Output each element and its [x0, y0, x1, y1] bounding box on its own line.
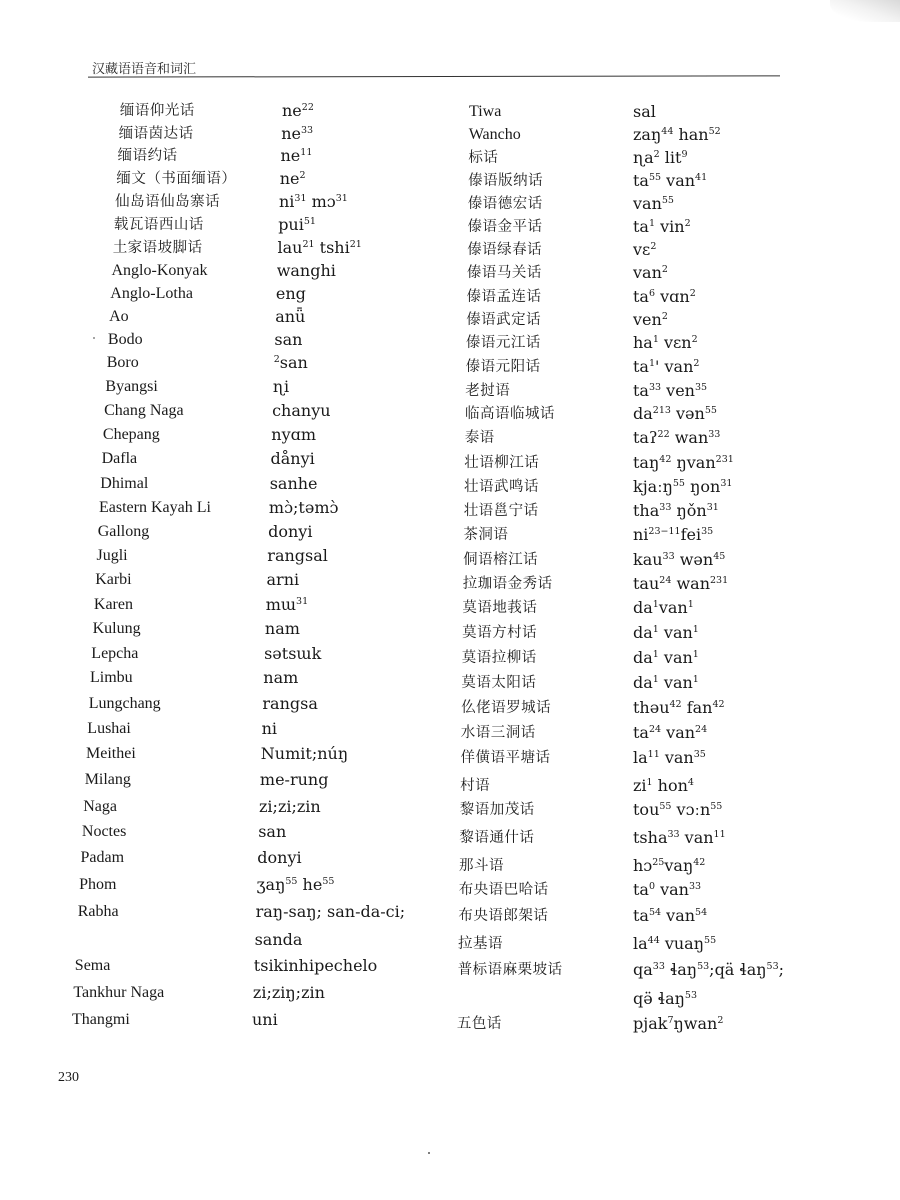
left-word-form: me-rung: [259, 770, 329, 789]
right-word-form: $da^1$ van$^1$: [633, 623, 699, 642]
left-language-name: 仙岛语仙岛寨话: [115, 194, 221, 210]
left-word-form: $ne^{11}$: [280, 146, 313, 165]
right-language-name: 侗语榕江话: [463, 552, 539, 568]
right-language-name: 那斗语: [459, 858, 504, 874]
right-word-form: hɔ$^{25}$vaŋ$^{42}$: [633, 856, 706, 875]
left-word-form: ni: [261, 719, 278, 738]
left-language-name: Lushai: [87, 720, 131, 737]
right-word-form: $ta^{24}$ van$^{24}$: [633, 723, 708, 742]
left-word-form: zi;ziŋ;zin: [252, 983, 325, 1002]
left-word-form: ɳi: [272, 377, 290, 396]
right-word-form: ven$^2$: [633, 310, 668, 329]
left-language-name: Karen: [93, 596, 133, 613]
left-language-name: Dhimal: [100, 475, 149, 492]
right-word-form: taŋ$^{42}$ ŋvan$^{231}$: [633, 453, 734, 472]
right-word-form: $ta^1'$ van$^2$: [633, 357, 700, 376]
left-language-name: Dafla: [101, 450, 138, 467]
right-word-form: $ta^0$ van$^{33}$: [633, 880, 702, 899]
right-word-form: $ta^1$ vin$^2$: [633, 217, 691, 236]
right-word-form: $la^{11}$ van$^{35}$: [633, 748, 706, 767]
right-word-form: $da^{213}$ vən$^{55}$: [633, 404, 717, 423]
right-word-form: taʔ$^{22}$ wan$^{33}$: [633, 428, 721, 447]
left-word-form: donyi: [268, 522, 313, 541]
right-word-form: $da^1van^1$: [633, 598, 694, 617]
left-word-form: tsikinhipechelo: [253, 956, 378, 975]
right-language-name: 黎语通什话: [459, 830, 535, 846]
right-word-form: $ta^{55}$ van$^{41}$: [633, 171, 708, 190]
left-language-name: Milang: [84, 771, 131, 788]
left-language-name: 载瓦语西山话: [113, 217, 204, 233]
right-language-name: Tiwa: [469, 103, 502, 120]
left-language-name: Phom: [79, 876, 117, 893]
right-word-form: $ha^1$ vɛn$^2$: [633, 333, 698, 352]
right-language-name: 傣语元阳话: [465, 359, 541, 375]
right-word-form: $ta^6$ vɑn$^2$: [633, 287, 696, 306]
right-word-form: sal: [633, 102, 656, 121]
right-language-name: 布央语巴哈话: [458, 882, 549, 898]
left-word-form: mɯ$^{31}$: [265, 595, 309, 614]
left-language-name: Sema: [74, 957, 111, 974]
right-language-name: 莫语地莪话: [462, 600, 538, 616]
left-word-form: pui$^{51}$: [278, 215, 316, 234]
left-language-name: Lungchang: [88, 695, 161, 712]
right-language-name: 仫佬语罗城话: [461, 700, 552, 716]
left-word-form: anǖ: [275, 307, 306, 326]
left-word-form: eng: [275, 284, 306, 303]
left-language-name: Chepang: [102, 426, 160, 443]
left-language-name: Boro: [106, 354, 139, 371]
left-language-name: Tankhur Naga: [73, 984, 165, 1001]
left-word-form: donyi: [257, 848, 302, 867]
right-language-name: 傣语德宏话: [467, 196, 543, 212]
left-language-name: Eastern Kayah Li: [99, 499, 211, 516]
right-word-form: tou$^{55}$ vɔːn$^{55}$: [633, 800, 723, 819]
right-word-form: zaŋ$^{44}$ han$^{52}$: [633, 125, 721, 144]
right-language-name: 壮语邕宁话: [463, 503, 539, 519]
left-word-form: dånyi: [270, 449, 315, 468]
left-word-form: nam: [263, 668, 299, 687]
right-word-form: tsha$^{33}$ van$^{11}$: [633, 828, 726, 847]
left-word-form: ʒaŋ$^{55}$ $he^{55}$: [256, 875, 335, 894]
left-language-name: Meithei: [86, 745, 136, 762]
page-number: 230: [58, 1070, 79, 1085]
left-word-form: nam: [264, 619, 300, 638]
left-word-form: mɔ̀;təmɔ̀: [268, 498, 339, 517]
left-language-name: 缅文（书面缅语）: [116, 171, 237, 187]
right-language-name: 泰语: [464, 430, 495, 446]
left-language-name: Limbu: [90, 669, 133, 686]
left-word-form: zi;zi;zin: [259, 797, 321, 816]
left-language-name: Anglo-Lotha: [110, 285, 193, 302]
left-language-name: Karbi: [95, 571, 132, 588]
right-language-name: 莫语方村话: [462, 625, 538, 641]
right-language-name: 标话: [468, 150, 499, 166]
left-language-name: Ao: [109, 308, 129, 325]
left-language-name: Jugli: [96, 547, 128, 564]
left-language-name: 缅语仰光话: [119, 103, 195, 119]
right-language-name: 临高语临城话: [465, 406, 555, 422]
left-word-form: $ne^{33}$: [281, 124, 314, 143]
right-language-name: 壮语武鸣话: [464, 479, 539, 495]
right-language-name: 黎语加茂话: [459, 802, 535, 818]
left-word-form: $ne^{22}$: [282, 101, 314, 120]
right-language-name: 傣语马关话: [466, 265, 542, 281]
right-word-form: $da^1$ van$^1$: [633, 673, 699, 692]
left-language-name: 缅语约话: [117, 148, 178, 164]
left-word-form: $ne^2$: [279, 169, 306, 188]
right-language-name: 五色话: [456, 1016, 502, 1032]
left-word-form: uni: [252, 1010, 278, 1029]
left-language-name: Rabha: [77, 903, 119, 920]
right-word-form: van$^2$: [633, 263, 668, 282]
right-word-form: pjak$^7$ŋwan$^2$: [633, 1014, 724, 1033]
left-language-name: Thangmi: [72, 1011, 130, 1028]
right-language-name: 傣语孟连话: [466, 289, 542, 305]
left-language-name: Byangsi: [105, 378, 158, 395]
right-language-name: 佯僙语平塘话: [460, 750, 551, 766]
right-language-name: 傣语绿春话: [467, 242, 543, 258]
left-word-form: arni: [266, 570, 300, 589]
scan-dot: [428, 1152, 430, 1154]
running-head: 汉藏语语音和词汇: [92, 62, 197, 77]
right-language-name: 水语三洞话: [460, 725, 536, 741]
right-word-form: vɛ$^2$: [633, 240, 657, 259]
left-language-name: Anglo-Konyak: [111, 262, 208, 279]
right-word-form: $ta^{54}$ van$^{54}$: [633, 906, 708, 925]
left-word-form: rangsal: [267, 546, 328, 565]
left-word-form: san: [258, 822, 287, 841]
right-word-form: $ta^{33}$ ven$^{35}$: [633, 381, 708, 400]
right-word-form: thəu$^{42}$ fan$^{42}$: [633, 698, 725, 717]
left-language-name: 土家语坡脚话: [112, 240, 203, 256]
left-language-name: 缅语茵达话: [118, 126, 194, 142]
left-word-form: sətsɯk: [264, 644, 322, 663]
right-language-name: 傣语金平话: [467, 219, 543, 235]
right-word-form: $qa^{33}$ ɬaŋ$^{53}$;qä ɬaŋ$^{53}$;: [633, 960, 785, 979]
left-word-form: sanda: [254, 930, 303, 949]
right-language-name: 傣语版纳话: [468, 173, 544, 189]
left-word-form: $^2$san: [273, 353, 308, 372]
left-word-form: lau$^{21}$ tshi$^{21}$: [277, 238, 362, 257]
left-word-form: $ni^{31}$ mɔ$^{31}$: [279, 192, 348, 211]
right-word-form: $da^1$ van$^1$: [633, 648, 699, 667]
right-language-name: Wancho: [468, 126, 521, 143]
left-language-name: Bodo: [107, 331, 143, 348]
right-language-name: 布央语郎架话: [458, 908, 549, 924]
right-word-form: $zi^1$ hon$^4$: [633, 776, 694, 795]
right-word-form: $la^{44}$ vuaŋ$^{55}$: [633, 934, 717, 953]
right-word-form: tau$^{24}$ wan$^{231}$: [633, 574, 729, 593]
right-language-name: 老挝语: [465, 383, 511, 399]
right-word-form: qə̈ ɬaŋ$^{53}$: [633, 989, 697, 1008]
right-language-name: 傣语武定话: [466, 312, 542, 328]
right-language-name: 拉基语: [458, 936, 503, 952]
right-language-name: 壮语柳江话: [464, 455, 540, 471]
right-word-form: van$^{55}$: [633, 194, 674, 213]
left-word-form: chanyu: [272, 401, 331, 420]
left-word-form: Numit;núŋ: [260, 744, 349, 763]
left-language-name: Lepcha: [91, 645, 139, 662]
right-word-form: kjaːŋ$^{55}$ ŋon$^{31}$: [633, 477, 733, 496]
left-word-form: raŋ-saŋ; san-da-ci;: [255, 902, 406, 921]
right-language-name: 茶洞语: [463, 527, 509, 543]
right-word-form: $ni^{23-11}fei^{35}$: [633, 525, 714, 544]
left-language-name: Chang Naga: [104, 402, 184, 419]
right-language-name: 拉珈语金秀话: [462, 576, 553, 592]
right-word-form: ɳa$^2$ lit$^9$: [633, 148, 688, 167]
left-word-form: sanhe: [269, 474, 318, 493]
left-language-name: Gallong: [97, 523, 150, 540]
left-language-name: Kulung: [92, 620, 141, 637]
right-language-name: 普标语麻栗坡话: [457, 962, 563, 978]
right-language-name: 村语: [460, 778, 491, 794]
left-word-form: nyɑm: [271, 425, 317, 444]
left-word-form: san: [274, 330, 303, 349]
left-word-form: wanghi: [276, 261, 336, 280]
left-language-name: Noctes: [81, 823, 127, 840]
right-word-form: kau$^{33}$ wən$^{45}$: [633, 550, 726, 569]
right-word-form: tha$^{33}$ ŋǒn$^{31}$: [633, 501, 719, 520]
left-word-form: rangsa: [262, 694, 318, 713]
left-language-name: Naga: [83, 798, 117, 815]
left-language-name: Padam: [80, 849, 125, 866]
right-language-name: 莫语拉柳话: [461, 650, 537, 666]
right-language-name: 傣语元江话: [465, 335, 541, 351]
right-language-name: 莫语太阳话: [461, 675, 537, 691]
